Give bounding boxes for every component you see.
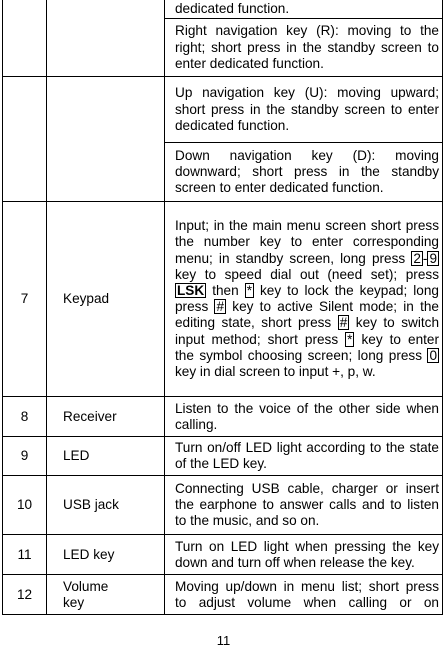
key-star-glyph: * bbox=[347, 331, 353, 347]
row-number-cell: 12 bbox=[3, 575, 47, 615]
text-run: menu; in standby screen, long press bbox=[175, 250, 412, 266]
key-0-glyph: 0 bbox=[429, 347, 437, 363]
description-line bbox=[175, 283, 439, 299]
text-run: key to switch bbox=[349, 315, 439, 331]
description-line: Right navigation key (R): moving to the bbox=[175, 23, 439, 39]
row-number-cell bbox=[3, 77, 47, 202]
row-name-cell bbox=[47, 575, 165, 615]
row-description-cell bbox=[165, 0, 443, 19]
text-run: - bbox=[422, 250, 428, 266]
row-number-cell: 11 bbox=[3, 535, 47, 575]
description-line: to adjust volume when calling or on bbox=[175, 594, 439, 610]
row-name-cell bbox=[47, 0, 165, 77]
description-line: enter dedicated function. bbox=[175, 55, 324, 71]
description-line bbox=[175, 332, 439, 348]
key-star-glyph: * bbox=[246, 283, 252, 298]
description-line: the number key to enter corresponding bbox=[175, 234, 439, 250]
description-line bbox=[175, 251, 439, 267]
description-line bbox=[175, 348, 439, 364]
text-run: press bbox=[175, 299, 215, 315]
key-hash-glyph: # bbox=[339, 315, 348, 331]
name-line: Volume bbox=[63, 578, 109, 594]
name-line: key bbox=[63, 594, 85, 610]
key-lsk-glyph: LSK bbox=[177, 283, 205, 298]
row-description-cell bbox=[165, 575, 443, 615]
description-line: Connecting USB cable, charger or insert bbox=[175, 480, 439, 496]
row-number-cell bbox=[3, 0, 47, 77]
description-line: to the music, and so on. bbox=[175, 513, 320, 529]
key-hash-glyph: # bbox=[216, 299, 225, 315]
description-line: Turn on/off LED light according to the state bbox=[175, 440, 439, 455]
table-row bbox=[3, 0, 443, 19]
description-line: downward; short press in the standby bbox=[175, 164, 439, 180]
description-line bbox=[175, 315, 439, 331]
row-number-cell: 9 bbox=[3, 437, 47, 476]
description-line: Turn on LED light when pressing the key bbox=[175, 538, 439, 554]
description-line: key to speed dial out (need set); press bbox=[175, 266, 439, 282]
key-9-glyph: 9 bbox=[429, 250, 437, 266]
description-line: Listen to the voice of the other side when bbox=[175, 400, 439, 416]
text-run: input method; short press bbox=[175, 331, 346, 347]
description-line: Input; in the main menu screen short press bbox=[175, 218, 439, 234]
text-run: key to active Silent mode; in the bbox=[226, 299, 439, 315]
description-line: short press in the standby screen to enter bbox=[175, 101, 439, 117]
key-2-glyph: 2 bbox=[413, 250, 421, 266]
row-description-cell bbox=[165, 19, 443, 77]
row-description-cell bbox=[165, 476, 443, 535]
row-number-cell: 7 bbox=[3, 202, 47, 397]
table-row bbox=[3, 535, 443, 575]
row-number-cell: 10 bbox=[3, 476, 47, 535]
description-line: dedicated function. bbox=[175, 117, 290, 133]
description-line: dedicated function. bbox=[175, 1, 290, 16]
description-line: of the LED key. bbox=[175, 456, 267, 472]
description-line: Moving up/down in menu list; short press bbox=[175, 578, 439, 594]
text-run: editing state, short press bbox=[175, 315, 338, 331]
row-description-cell bbox=[165, 397, 443, 437]
table-row bbox=[3, 437, 443, 476]
table-row bbox=[3, 575, 443, 615]
row-description-cell bbox=[165, 535, 443, 575]
description-line: the earphone to answer calls and to listen bbox=[175, 497, 439, 513]
table-row bbox=[3, 476, 443, 535]
row-description-cell bbox=[165, 77, 443, 143]
row-description-cell bbox=[165, 143, 443, 202]
description-line: Up navigation key (U): moving upward; bbox=[175, 85, 439, 101]
description-line: screen to enter dedicated function. bbox=[175, 180, 384, 196]
text-run: then bbox=[206, 283, 245, 298]
description-line: key in dial screen to input +, p, w. bbox=[175, 364, 376, 380]
row-number-cell: 8 bbox=[3, 397, 47, 437]
text-run: key to enter bbox=[354, 331, 439, 347]
description-line: right; short press in the standby screen to bbox=[175, 39, 439, 55]
description-line: Down navigation key (D): moving bbox=[175, 147, 439, 163]
row-name-cell: Receiver bbox=[47, 397, 165, 437]
row-name-cell: LED key bbox=[47, 535, 165, 575]
row-name-cell: LED bbox=[47, 437, 165, 476]
table-row bbox=[3, 202, 443, 397]
row-name-cell: Keypad bbox=[47, 202, 165, 397]
table-row bbox=[3, 397, 443, 437]
row-description-cell bbox=[165, 437, 443, 476]
description-line bbox=[175, 299, 439, 315]
description-line: calling. bbox=[175, 416, 218, 432]
row-name-cell bbox=[47, 77, 165, 202]
row-description-cell bbox=[165, 202, 443, 397]
text-run: key to lock the keypad; long bbox=[253, 283, 439, 298]
text-run: the symbol choosing screen; long press bbox=[175, 347, 428, 363]
row-name-cell: USB jack bbox=[47, 476, 165, 535]
page-number: 11 bbox=[216, 633, 231, 648]
key-function-table bbox=[2, 0, 443, 615]
description-line: down and turn off when release the key. bbox=[175, 554, 415, 570]
table-row bbox=[3, 77, 443, 143]
